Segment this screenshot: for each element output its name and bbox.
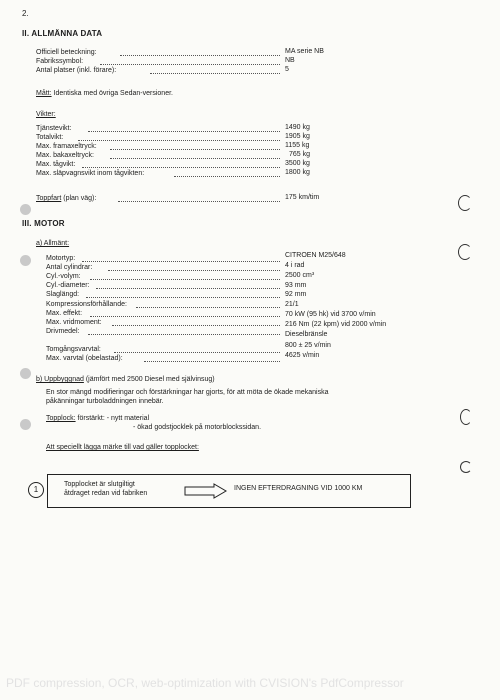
callout-number: 1 <box>28 482 44 498</box>
weight-value: 3500 kg <box>285 160 310 167</box>
leader-dots <box>88 334 280 335</box>
weight-value: 1905 kg <box>285 133 310 140</box>
punch-hole <box>20 368 31 379</box>
topplock-item-2: - ökad godstjocklek på motorblockssidan. <box>133 424 262 431</box>
spec-value: 92 mm <box>285 291 307 298</box>
spec-label: Tomgångsvarvtal: <box>46 346 101 353</box>
leader-dots <box>96 288 280 289</box>
spec-value: 21/1 <box>285 301 299 308</box>
spec-value: Dieselbränsle <box>285 331 328 338</box>
leader-dots <box>90 316 280 317</box>
matt-text: Identiska med övriga Sedan-versioner. <box>53 90 173 97</box>
uppbyggnad-suffix: (jämfört med 2500 Diesel med självinsug) <box>85 376 215 383</box>
punch-hole <box>20 255 31 266</box>
row-value: NB <box>285 57 295 64</box>
uppbyggnad-text-line-1: En stor mängd modifieringar och förstärkningar har gjorts, för att möta de ökade mekaniska <box>46 389 329 396</box>
topplock-prefix: förstärkt: <box>77 415 105 422</box>
leader-dots <box>88 131 280 132</box>
notice-box <box>47 474 411 508</box>
leader-dots <box>86 297 280 298</box>
spec-label: Kompressionsförhållande: <box>46 301 127 308</box>
matt-label: Mått: <box>36 90 52 97</box>
row-value: MA serie NB <box>285 48 324 55</box>
leader-dots <box>82 167 280 168</box>
topplock-label: Topplock: <box>46 415 76 422</box>
leader-dots <box>78 140 280 141</box>
leader-dots <box>112 325 280 326</box>
vikter-title: Vikter: <box>36 111 56 118</box>
toppfart-value: 175 km/tim <box>285 194 320 201</box>
weight-label: Totalvikt: <box>36 134 64 141</box>
toppfart-suffix: (plan väg): <box>63 195 97 202</box>
notice-left-line-1: Topplocket är slutgiltigt <box>64 481 135 488</box>
row-label: Officiell beteckning: <box>36 49 97 56</box>
uppbyggnad-title: b) Uppbyggnad <box>36 376 84 383</box>
leader-dots <box>90 279 280 280</box>
leader-dots <box>100 64 280 65</box>
weight-value: 1490 kg <box>285 124 310 131</box>
topplock-item-1: - nytt material <box>106 415 150 422</box>
binder-ring-mark <box>460 461 472 473</box>
weight-value: 1155 kg <box>285 142 310 149</box>
row-label: Antal platser (inkl. förare): <box>36 67 117 74</box>
row-label: Fabrikssymbol: <box>36 58 84 65</box>
spec-value: 2500 cm³ <box>285 272 315 279</box>
uppbyggnad-line <box>36 375 215 384</box>
topplock-note: Att speciellt lägga märke till vad gäller topplocket: <box>46 444 199 451</box>
weight-label: Max. framaxeltryck: <box>36 143 97 150</box>
spec-value: 4 i rad <box>285 262 305 269</box>
binder-ring-mark <box>458 244 472 260</box>
weight-value: 1800 kg <box>285 169 310 176</box>
leader-dots <box>144 361 280 362</box>
spec-value: 93 mm <box>285 282 307 289</box>
spec-label: Antal cylindrar: <box>46 264 93 271</box>
spec-label: Max. varvtal (obelastad): <box>46 355 123 362</box>
spec-label: Cyl.-diameter: <box>46 282 90 289</box>
notice-right-text: INGEN EFTERDRAGNING VID 1000 KM <box>234 485 363 492</box>
spec-value: 4625 v/min <box>285 352 320 359</box>
leader-dots <box>110 149 280 150</box>
toppfart-label: Toppfart <box>36 195 62 202</box>
arrow-right-icon <box>184 483 228 499</box>
leader-dots <box>114 352 280 353</box>
weight-label: Max. tågvikt: <box>36 161 76 168</box>
weight-value: 765 kg <box>289 151 311 158</box>
leader-dots <box>82 261 280 262</box>
row-value: 5 <box>285 66 289 73</box>
spec-value: 800 ± 25 v/min <box>285 342 331 349</box>
leader-dots <box>150 73 280 74</box>
spec-label: Max. vridmoment: <box>46 319 102 326</box>
binder-ring-mark <box>458 195 472 211</box>
leader-dots <box>136 307 280 308</box>
weight-label: Max. släpvagnsvikt inom tågvikten: <box>36 170 145 177</box>
matt-line <box>36 89 173 98</box>
spec-label: Slaglängd: <box>46 291 80 298</box>
spec-value: 70 kW (95 hk) vid 3700 v/min <box>285 311 376 318</box>
spec-label: Drivmedel: <box>46 328 80 335</box>
spec-label: Max. effekt: <box>46 310 83 317</box>
section-title-allmanna-data: II. ALLMÄNNA DATA <box>22 29 103 38</box>
notice-left-line-2: åtdraget redan vid fabriken <box>64 490 148 497</box>
leader-dots <box>120 55 280 56</box>
leader-dots <box>118 201 280 202</box>
toppfart-line <box>36 194 96 203</box>
spec-value: CITROEN M25/648 <box>285 252 346 259</box>
allmant-title: a) Allmänt: <box>36 240 70 247</box>
spec-label: Motortyp: <box>46 255 76 262</box>
topplock-line <box>46 414 149 423</box>
section-title-motor: III. MOTOR <box>22 219 65 228</box>
spec-value: 216 Nm (22 kpm) vid 2000 v/min <box>285 321 387 328</box>
pdf-watermark-footer: PDF compression, OCR, web-optimization with CVISION's PdfCompressor <box>6 676 404 690</box>
page-number: 2. <box>22 9 29 18</box>
leader-dots <box>174 176 280 177</box>
spec-label: Cyl.-volym: <box>46 273 81 280</box>
punch-hole <box>20 204 31 215</box>
uppbyggnad-text-line-2: påkänningar turboladdningen innebär. <box>46 398 164 405</box>
weight-label: Max. bakaxeltryck: <box>36 152 94 159</box>
leader-dots <box>108 270 280 271</box>
punch-hole <box>20 419 31 430</box>
weight-label: Tjänstevikt: <box>36 125 72 132</box>
leader-dots <box>110 158 280 159</box>
binder-ring-mark <box>460 409 472 425</box>
